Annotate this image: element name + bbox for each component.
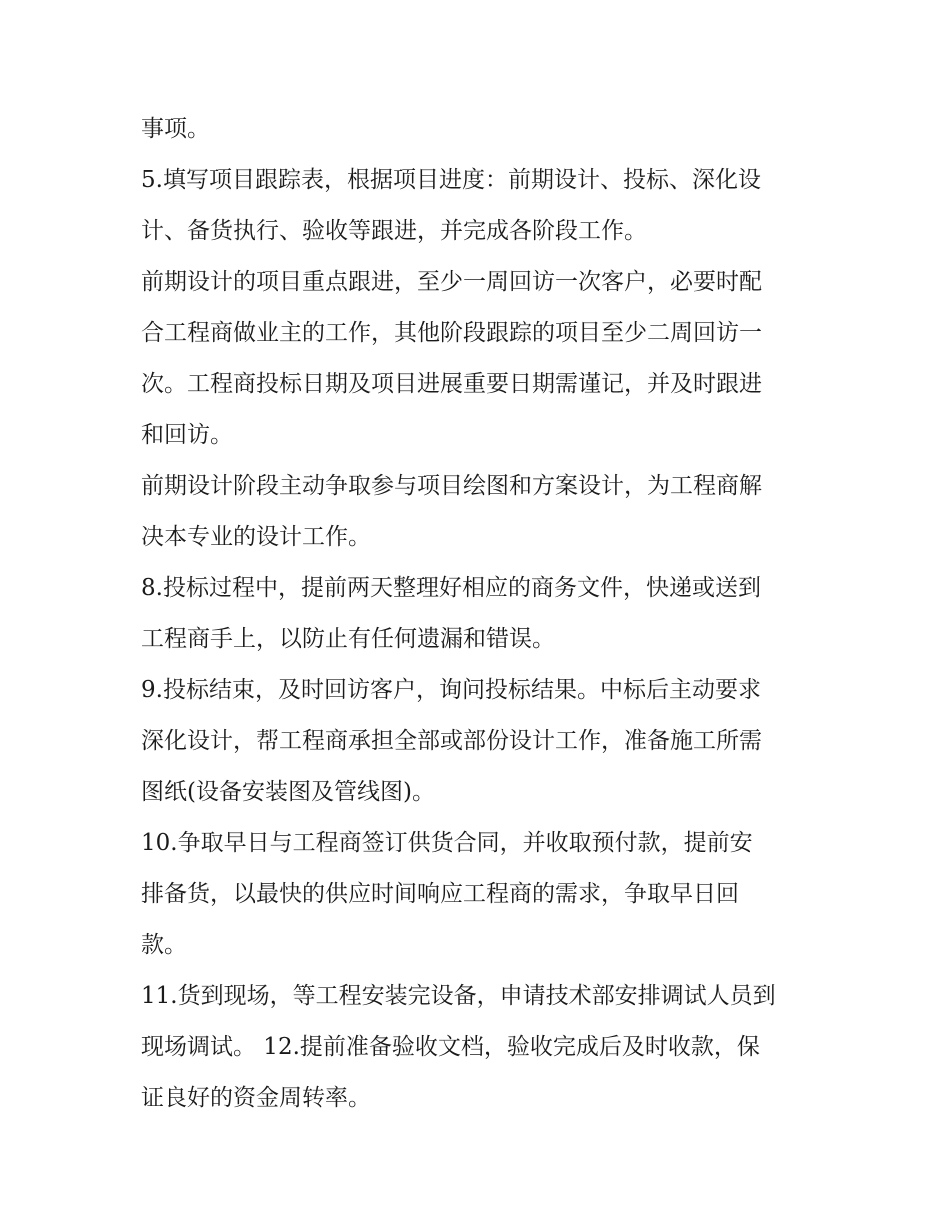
text-line: 前期设计的项目重点跟进，至少一周回访一次客户，必要时配 [141,269,762,295]
text-line: 9.投标结束，及时回访客户，询问投标结果。中标后主动要求 [141,677,761,703]
document-body [141,104,821,1124]
text-line: 事项。 [141,116,210,142]
text-line: 次。工程商投标日期及项目进展重要日期需谨记，并及时跟进 [141,371,762,397]
text-line: 10.争取早日与工程商签订供货合同，并收取预付款，提前安 [141,830,753,856]
text-line: 5.填写项目跟踪表，根据项目进度：前期设计、投标、深化设 [141,167,761,193]
text-line: 计、备货执行、验收等跟进，并完成各阶段工作。 [141,218,647,244]
text-line: 深化设计，帮工程商承担全部或部份设计工作，准备施工所需 [141,728,762,754]
text-line: 现场调试。 12.提前准备验收文档，验收完成后及时收款，保 [141,1034,760,1060]
text-line: 排备货，以最快的供应时间响应工程商的需求，争取早日回 [141,881,739,907]
text-line: 决本专业的设计工作。 [141,524,371,550]
text-line: 8.投标过程中，提前两天整理好相应的商务文件，快递或送到 [141,575,761,601]
text-line: 款。 [141,932,187,958]
text-line: 11.货到现场，等工程安装完设备，申请技术部安排调试人员到 [141,983,776,1009]
text-line: 工程商手上，以防止有任何遗漏和错误。 [141,626,555,652]
text-line: 证良好的资金周转率。 [141,1085,371,1111]
text-line: 前期设计阶段主动争取参与项目绘图和方案设计，为工程商解 [141,473,762,499]
text-line: 图纸(设备安装图及管线图)。 [141,779,435,805]
text-line: 和回访。 [141,422,233,448]
text-line: 合工程商做业主的工作，其他阶段跟踪的项目至少二周回访一 [141,320,762,346]
